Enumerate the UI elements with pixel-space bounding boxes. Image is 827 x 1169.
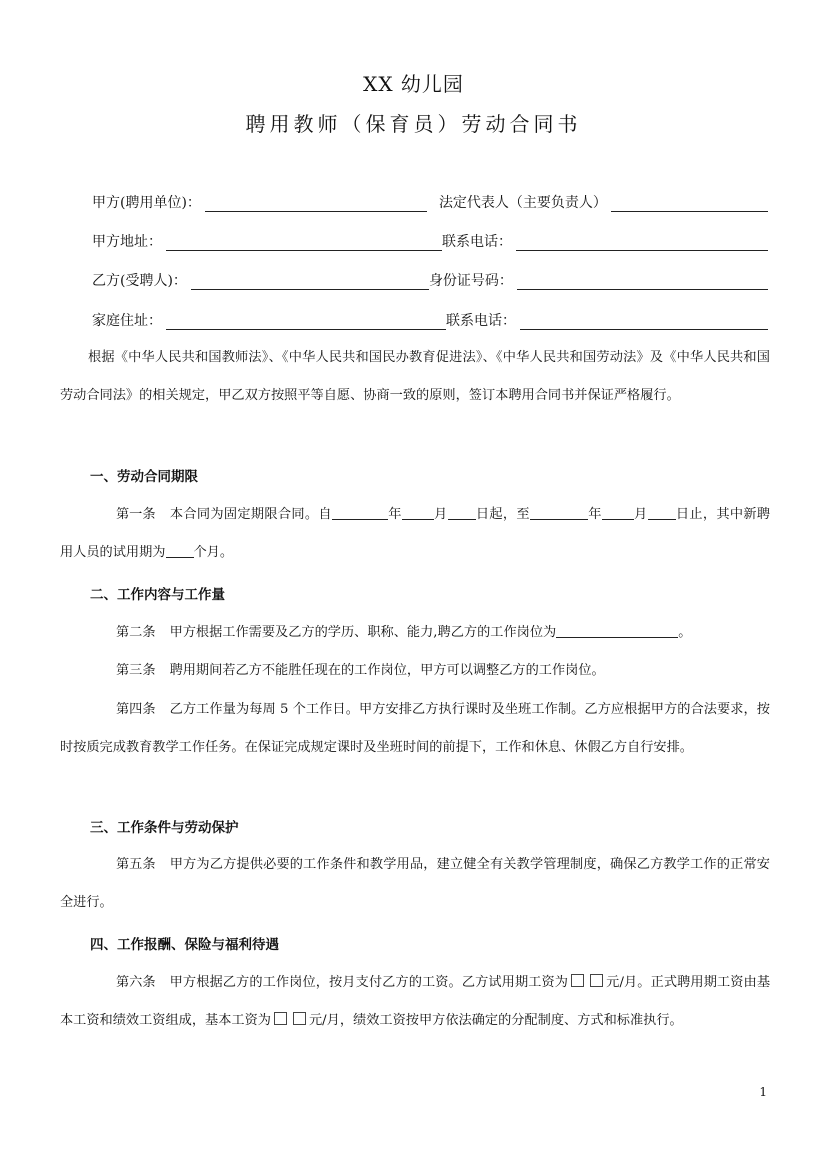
document-subtitle: 聘用教师（保育员）劳动合同书 <box>245 112 582 136</box>
section-heading-3: 三、工作条件与劳动保护 <box>90 820 239 836</box>
legal-rep-blank[interactable] <box>611 195 768 212</box>
article-5-text: 甲方为乙方提供必要的工作条件和教学用品，建立健全有关教学管理制度，确保乙方教学工作的正常安全进行。 <box>60 857 770 910</box>
article-1-text: 本合同为固定期限合同。自 <box>169 507 332 522</box>
a-phone-blank[interactable] <box>516 234 768 251</box>
article-2-text: 甲方根据工作需要及乙方的学历、职称、能力,聘乙方的工作岗位为 <box>169 625 557 640</box>
article-6-text-3: 元/月，绩效工资按甲方依法确定的分配制度、方式和标准执行。 <box>309 1013 683 1028</box>
month-label: 月 <box>633 507 648 522</box>
end-month-blank[interactable] <box>602 505 634 520</box>
home-address-label: 家庭住址： <box>92 313 162 329</box>
field-row-a-address <box>92 229 768 251</box>
id-number-label: 身份证号码： <box>428 273 513 289</box>
article-6-text-2: 元/月。正式聘用期工资由基本工资和绩效工资组成，基本工资为 <box>60 975 771 1028</box>
start-day-blank[interactable] <box>448 505 476 520</box>
article-3-text: 聘用期间若乙方不能胜任现在的工作岗位，甲方可以调整乙方的工作岗位。 <box>169 663 605 678</box>
article-3 <box>60 652 770 690</box>
month-label: 月 <box>433 507 448 522</box>
end-day-label: 日止，其中新聘用人员的试用期为 <box>60 507 771 560</box>
base-wage-box-1[interactable] <box>274 1012 287 1025</box>
article-6 <box>60 964 770 1040</box>
article-1 <box>60 496 770 572</box>
probation-months-label: 个月。 <box>193 545 234 560</box>
article-6-label: 第六条 <box>116 975 156 990</box>
field-row-party-b <box>92 268 768 290</box>
end-day-blank[interactable] <box>648 505 676 520</box>
home-address-blank[interactable] <box>166 313 446 330</box>
section-heading-2: 二、工作内容与工作量 <box>90 587 225 603</box>
party-a-blank[interactable] <box>205 195 427 212</box>
article-1-label: 第一条 <box>116 507 156 522</box>
probation-months-blank[interactable] <box>166 543 194 558</box>
year-label: 年 <box>387 507 402 522</box>
start-month-blank[interactable] <box>402 505 434 520</box>
page-number: 1 <box>759 1085 767 1099</box>
a-address-label: 甲方地址： <box>92 234 162 250</box>
field-row-home-address <box>92 308 768 330</box>
preamble-paragraph: 根据《中华人民共和国教师法》、《中华人民共和国民办教育促进法》、《中华人民共和国劳动法》及《中华人民共和国劳动合同法》的相关规定，甲乙双方按照平等自愿、协商一致的原则，签订本聘用合同书并保证严格履行。 <box>60 350 770 403</box>
field-row-party-a <box>92 190 768 212</box>
article-3-label: 第三条 <box>116 663 156 678</box>
start-day-label: 日起，至 <box>475 507 530 522</box>
article-5 <box>60 846 770 922</box>
b-phone-label: 联系电话： <box>446 313 516 329</box>
base-wage-box-2[interactable] <box>293 1012 306 1025</box>
a-phone-label: 联系电话： <box>442 234 512 250</box>
party-b-label: 乙方(受聘人)： <box>92 273 187 289</box>
id-number-blank[interactable] <box>517 273 768 290</box>
legal-rep-label: 法定代表人（主要负责人） <box>438 195 607 211</box>
article-2-end: 。 <box>678 625 692 640</box>
position-blank[interactable] <box>556 623 678 638</box>
section-heading-1: 一、劳动合同期限 <box>90 469 198 485</box>
party-a-label: 甲方(聘用单位)： <box>92 195 201 211</box>
article-2 <box>60 614 770 652</box>
start-year-blank[interactable] <box>332 505 388 520</box>
end-year-blank[interactable] <box>530 505 588 520</box>
article-4-label: 第四条 <box>116 702 156 717</box>
article-4-text: 乙方工作量为每周 5 个工作日。甲方安排乙方执行课时及坐班工作制。乙方应根据甲方的合法要求，按时按质完成教育教学工作任务。在保证完成规定课时及坐班时间的前提下，工作和休息、休假乙方自行安排。 <box>60 702 770 755</box>
probation-wage-box-2[interactable] <box>590 974 603 987</box>
probation-wage-box-1[interactable] <box>571 974 584 987</box>
section-heading-4: 四、工作报酬、保险与福利待遇 <box>90 937 279 953</box>
article-6-text-1: 甲方根据乙方的工作岗位，按月支付乙方的工资。乙方试用期工资为 <box>169 975 569 990</box>
party-b-blank[interactable] <box>191 273 429 290</box>
article-2-label: 第二条 <box>116 625 156 640</box>
document-title: XX 幼儿园 <box>363 72 464 96</box>
year-label: 年 <box>587 507 602 522</box>
article-4 <box>60 691 770 767</box>
a-address-blank[interactable] <box>166 234 442 251</box>
b-phone-blank[interactable] <box>520 313 768 330</box>
article-5-label: 第五条 <box>116 857 156 872</box>
